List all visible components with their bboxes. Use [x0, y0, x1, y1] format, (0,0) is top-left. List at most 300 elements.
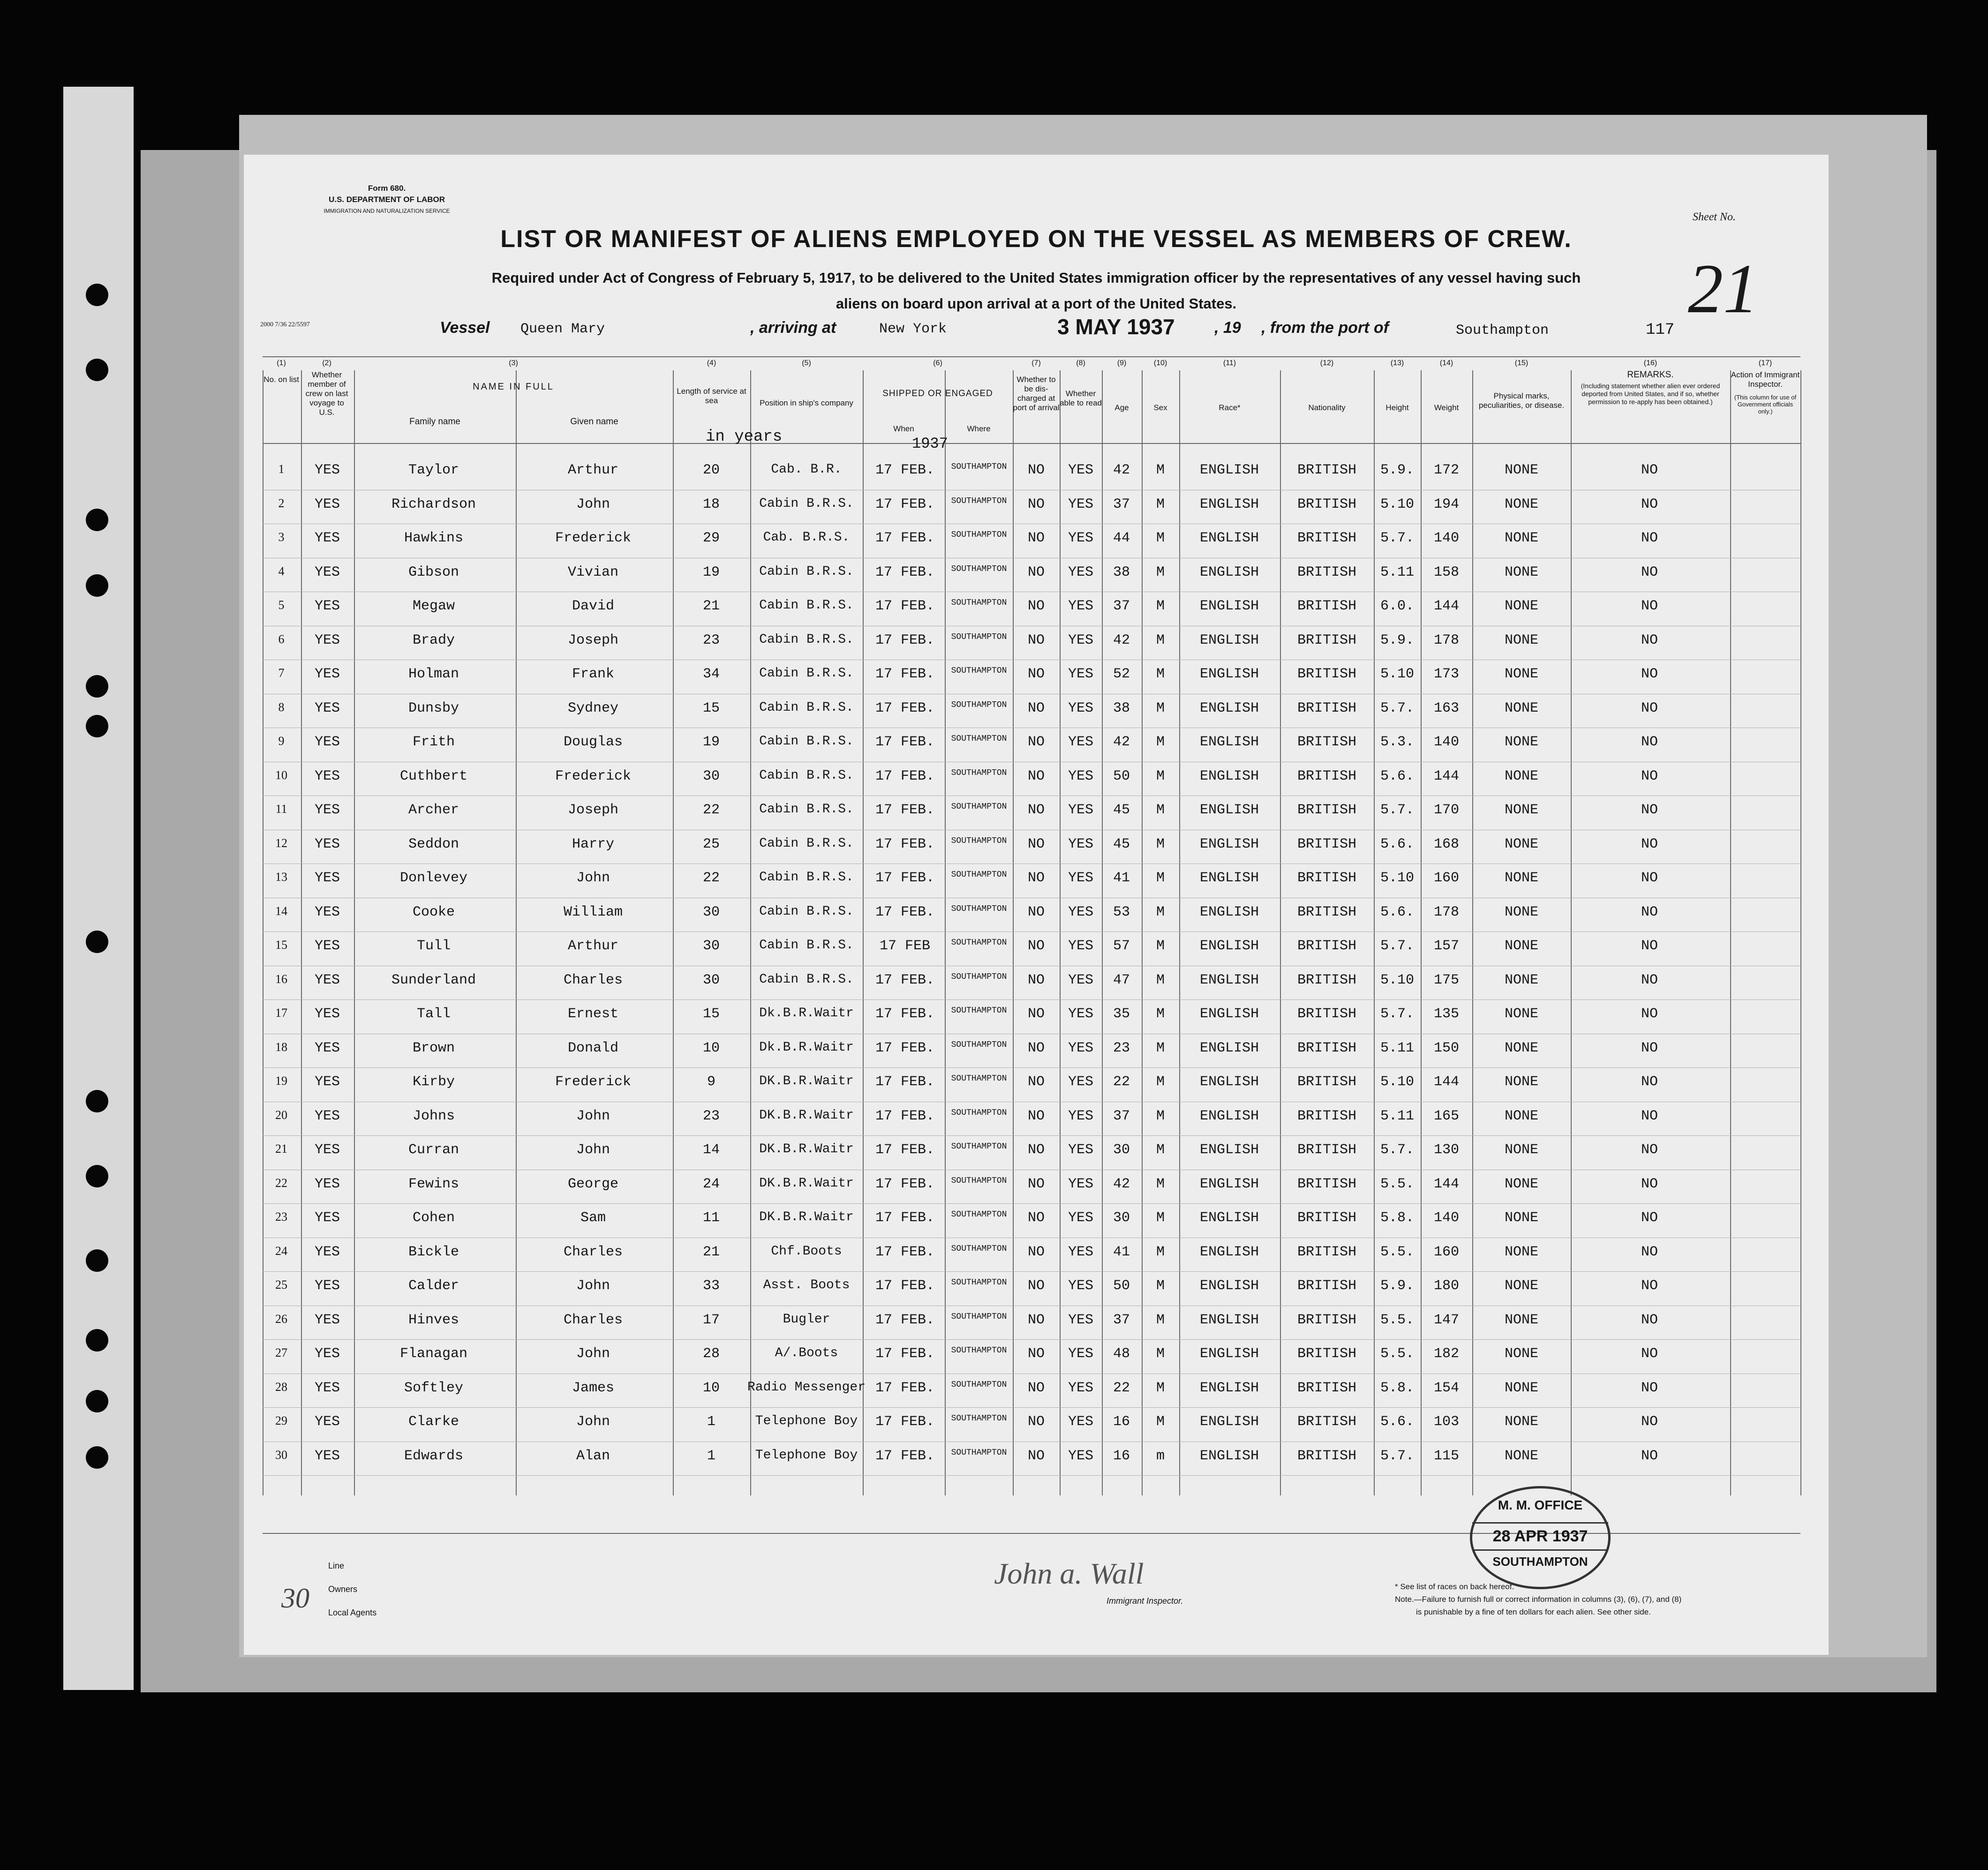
cell-discharged: NO — [1027, 1006, 1045, 1022]
cell-sex: M — [1156, 1176, 1165, 1192]
cell-remarks: NO — [1641, 1278, 1658, 1294]
cell-given-name: Frank — [572, 666, 615, 682]
footer-owners-label: Owners — [328, 1585, 358, 1594]
cell-age: 16 — [1113, 1448, 1130, 1464]
cell-family-name: Hawkins — [404, 530, 464, 546]
cell-nationality: BRITISH — [1297, 972, 1357, 988]
binder-strip — [63, 87, 134, 1690]
cell-height: 5.6. — [1380, 1414, 1415, 1430]
row-divider — [263, 931, 1800, 932]
cell-remarks: NO — [1641, 1244, 1658, 1260]
cell-height: 5.5. — [1380, 1244, 1415, 1260]
cell-row-number: 4 — [278, 564, 285, 578]
cell-height: 5.3. — [1380, 734, 1415, 750]
col-header-action: Action of Immigrant Inspector. — [1731, 370, 1800, 389]
cell-race: ENGLISH — [1199, 1074, 1259, 1090]
cell-crew-member: YES — [314, 870, 340, 886]
cell-able-to-read: YES — [1068, 1142, 1094, 1158]
binder-hole — [86, 931, 108, 953]
cell-service-years: 11 — [702, 1210, 720, 1226]
cell-height: 5.10 — [1380, 496, 1415, 512]
cell-height: 5.6. — [1380, 904, 1415, 920]
cell-discharged: NO — [1027, 530, 1045, 546]
cell-crew-member: YES — [314, 598, 340, 614]
cell-remarks: NO — [1641, 1380, 1658, 1396]
cell-service-years: 18 — [702, 496, 720, 512]
cell-nationality: BRITISH — [1297, 598, 1357, 614]
cell-remarks: NO — [1641, 1414, 1658, 1430]
cell-physical-marks: NONE — [1504, 666, 1539, 682]
form-header — [316, 183, 457, 217]
cell-family-name: Edwards — [404, 1448, 464, 1464]
cell-discharged: NO — [1027, 734, 1045, 750]
binder-hole — [86, 1090, 108, 1112]
cell-family-name: Johns — [412, 1108, 455, 1124]
cell-race: ENGLISH — [1199, 496, 1259, 512]
cell-shipped-when: 17 FEB. — [875, 1414, 935, 1430]
cell-age: 38 — [1113, 700, 1130, 716]
cell-discharged: NO — [1027, 496, 1045, 512]
cell-nationality: BRITISH — [1297, 1108, 1357, 1124]
cell-sex: M — [1156, 972, 1165, 988]
from-port-label: , from the port of — [1261, 319, 1389, 337]
cell-age: 50 — [1113, 1278, 1130, 1294]
cell-able-to-read: YES — [1068, 700, 1094, 716]
cell-weight: 144 — [1433, 768, 1460, 784]
cell-sex: M — [1156, 530, 1165, 546]
cell-remarks: NO — [1641, 1210, 1658, 1226]
cell-shipped-where: SOUTHAMPTON — [951, 1108, 1007, 1118]
cell-race: ENGLISH — [1199, 802, 1259, 818]
cell-physical-marks: NONE — [1504, 1380, 1539, 1396]
cell-shipped-where: SOUTHAMPTON — [951, 564, 1007, 574]
cell-discharged: NO — [1027, 870, 1045, 886]
cell-race: ENGLISH — [1199, 836, 1259, 852]
cell-physical-marks: NONE — [1504, 1074, 1539, 1090]
cell-service-years: 15 — [702, 700, 720, 716]
cell-sex: M — [1156, 1006, 1165, 1022]
cell-race: ENGLISH — [1199, 938, 1259, 954]
cell-position: DK.B.R.Waitr — [759, 1108, 854, 1123]
cell-height: 5.7. — [1380, 700, 1415, 716]
cell-weight: 158 — [1433, 564, 1460, 580]
binder-hole — [86, 1165, 108, 1187]
col-num-2: (2) — [322, 359, 331, 367]
cell-sex: M — [1156, 598, 1165, 614]
cell-row-number: 15 — [275, 938, 287, 952]
arrival-date-stamp: 3 MAY 1937 — [1057, 315, 1175, 339]
cell-weight: 147 — [1433, 1312, 1460, 1328]
cell-weight: 170 — [1433, 802, 1460, 818]
cell-position: Cabin B.R.S. — [759, 836, 854, 851]
cell-crew-member: YES — [314, 632, 340, 648]
cell-physical-marks: NONE — [1504, 802, 1539, 818]
cell-row-number: 22 — [275, 1176, 287, 1190]
cell-physical-marks: NONE — [1504, 1006, 1539, 1022]
cell-shipped-where: SOUTHAMPTON — [951, 836, 1007, 846]
cell-able-to-read: YES — [1068, 870, 1094, 886]
cell-row-number: 26 — [275, 1312, 287, 1326]
cell-crew-member: YES — [314, 1142, 340, 1158]
cell-physical-marks: NONE — [1504, 734, 1539, 750]
footer-agents-label: Local Agents — [328, 1608, 377, 1617]
cell-sex: M — [1156, 1346, 1165, 1362]
cell-shipped-when: 17 FEB. — [875, 836, 935, 852]
cell-discharged: NO — [1027, 1040, 1045, 1056]
cell-crew-member: YES — [314, 1414, 340, 1430]
cell-sex: M — [1156, 1142, 1165, 1158]
cell-age: 57 — [1113, 938, 1130, 954]
cell-able-to-read: YES — [1068, 1414, 1094, 1430]
cell-row-number: 24 — [275, 1244, 287, 1258]
cell-shipped-when: 17 FEB. — [875, 666, 935, 682]
cell-able-to-read: YES — [1068, 1278, 1094, 1294]
col-header-remarks: REMARKS. — [1627, 370, 1674, 380]
cell-race: ENGLISH — [1199, 1176, 1259, 1192]
cell-nationality: BRITISH — [1297, 700, 1357, 716]
cell-family-name: Kirby — [412, 1074, 455, 1090]
cell-service-years: 15 — [702, 1006, 720, 1022]
cell-sex: M — [1156, 904, 1165, 920]
cell-physical-marks: NONE — [1504, 530, 1539, 546]
col-num-3: (3) — [509, 359, 518, 367]
cell-given-name: Sydney — [567, 700, 619, 716]
cell-service-years: 24 — [702, 1176, 720, 1192]
col-num-16: (16) — [1643, 359, 1657, 367]
departure-port: Southampton — [1456, 323, 1549, 338]
cell-height: 5.7. — [1380, 1142, 1415, 1158]
cell-service-years: 30 — [702, 904, 720, 920]
cell-sex: M — [1156, 938, 1165, 954]
cell-sex: M — [1156, 870, 1165, 886]
cell-row-number: 19 — [275, 1074, 287, 1088]
cell-height: 5.6. — [1380, 836, 1415, 852]
cell-height: 5.10 — [1380, 666, 1415, 682]
cell-crew-member: YES — [314, 1108, 340, 1124]
cell-discharged: NO — [1027, 836, 1045, 852]
cell-row-number: 3 — [278, 530, 285, 544]
cell-physical-marks: NONE — [1504, 598, 1539, 614]
cell-nationality: BRITISH — [1297, 530, 1357, 546]
service-name: IMMIGRATION AND NATURALIZATION SERVICE — [324, 208, 450, 214]
cell-sex: M — [1156, 1278, 1165, 1294]
row-divider — [263, 1407, 1800, 1408]
cell-discharged: NO — [1027, 598, 1045, 614]
cell-remarks: NO — [1641, 938, 1658, 954]
cell-family-name: Holman — [408, 666, 459, 682]
binder-hole — [86, 284, 108, 306]
cell-given-name: John — [576, 1346, 610, 1362]
arriving-label: , arriving at — [750, 319, 836, 337]
cell-able-to-read: YES — [1068, 802, 1094, 818]
cell-able-to-read: YES — [1068, 734, 1094, 750]
cell-service-years: 22 — [702, 802, 720, 818]
cell-discharged: NO — [1027, 1244, 1045, 1260]
vessel-label: Vessel — [440, 319, 490, 337]
cell-family-name: Softley — [404, 1380, 464, 1396]
col-header-service: Length of service at sea — [677, 387, 746, 405]
cell-crew-member: YES — [314, 972, 340, 988]
cell-service-years: 25 — [702, 836, 720, 852]
cell-race: ENGLISH — [1199, 1346, 1259, 1362]
cell-row-number: 28 — [275, 1380, 287, 1394]
cell-remarks: NO — [1641, 632, 1658, 648]
col-num-17: (17) — [1758, 359, 1772, 367]
cell-weight: 165 — [1433, 1108, 1460, 1124]
cell-nationality: BRITISH — [1297, 1074, 1357, 1090]
cell-shipped-when: 17 FEB. — [875, 700, 935, 716]
column-divider — [1421, 370, 1422, 1495]
office-stamp — [1470, 1486, 1611, 1589]
cell-shipped-when: 17 FEB. — [875, 1312, 935, 1328]
cell-weight: 154 — [1433, 1380, 1460, 1396]
column-divider — [1800, 370, 1801, 1495]
cell-race: ENGLISH — [1199, 1448, 1259, 1464]
col-num-14: (14) — [1439, 359, 1453, 367]
cell-shipped-where: SOUTHAMPTON — [951, 904, 1007, 914]
col-header-height: Height — [1386, 403, 1409, 412]
stamp-top-text: M. M. OFFICE — [1498, 1498, 1583, 1512]
cell-service-years: 17 — [702, 1312, 720, 1328]
cell-height: 5.9. — [1380, 462, 1415, 478]
cell-sex: M — [1156, 496, 1165, 512]
cell-shipped-where: SOUTHAMPTON — [951, 1074, 1007, 1083]
cell-row-number: 23 — [275, 1210, 287, 1224]
cell-remarks: NO — [1641, 564, 1658, 580]
cell-shipped-where: SOUTHAMPTON — [951, 870, 1007, 879]
col-num-13: (13) — [1390, 359, 1404, 367]
cell-crew-member: YES — [314, 1312, 340, 1328]
cell-sex: M — [1156, 768, 1165, 784]
cell-row-number: 17 — [275, 1006, 287, 1020]
cell-crew-member: YES — [314, 530, 340, 546]
cell-age: 37 — [1113, 496, 1130, 512]
cell-crew-member: YES — [314, 700, 340, 716]
col-header-crew: Whether member of crew on last voyage to U.S. — [305, 370, 348, 417]
row-divider — [263, 1475, 1800, 1476]
cell-age: 42 — [1113, 1176, 1130, 1192]
cell-shipped-where: SOUTHAMPTON — [951, 734, 1007, 743]
cell-nationality: BRITISH — [1297, 1040, 1357, 1056]
cell-family-name: Curran — [408, 1142, 459, 1158]
cell-age: 45 — [1113, 836, 1130, 852]
column-divider — [1472, 370, 1473, 1495]
manifest-title: LIST OR MANIFEST OF ALIENS EMPLOYED ON THE VESSEL AS MEMBERS OF CREW. — [500, 225, 1572, 253]
col-num-12: (12) — [1320, 359, 1334, 367]
cell-discharged: NO — [1027, 1380, 1045, 1396]
cell-row-number: 5 — [278, 598, 285, 612]
row-divider — [263, 999, 1800, 1000]
col-num-5: (5) — [802, 359, 811, 367]
column-divider — [863, 370, 864, 1495]
cell-nationality: BRITISH — [1297, 734, 1357, 750]
table-header-border — [263, 443, 1800, 444]
cell-physical-marks: NONE — [1504, 768, 1539, 784]
cell-weight: 150 — [1433, 1040, 1460, 1056]
cell-age: 47 — [1113, 972, 1130, 988]
cell-shipped-where: SOUTHAMPTON — [951, 666, 1007, 676]
cell-position: Cabin B.R.S. — [759, 496, 854, 511]
cell-remarks: NO — [1641, 1142, 1658, 1158]
cell-service-years: 14 — [702, 1142, 720, 1158]
cell-able-to-read: YES — [1068, 632, 1094, 648]
cell-age: 16 — [1113, 1414, 1130, 1430]
cell-race: ENGLISH — [1199, 700, 1259, 716]
cell-weight: 103 — [1433, 1414, 1460, 1430]
cell-height: 5.9. — [1380, 1278, 1415, 1294]
binder-hole — [86, 715, 108, 737]
binder-hole — [86, 1329, 108, 1352]
col-header-in-years: in years — [706, 428, 783, 446]
cell-given-name: Harry — [572, 836, 615, 852]
cell-given-name: Alan — [576, 1448, 610, 1464]
cell-age: 52 — [1113, 666, 1130, 682]
sheet-number-label: Sheet No. — [1693, 211, 1736, 223]
cell-nationality: BRITISH — [1297, 1448, 1357, 1464]
cell-physical-marks: NONE — [1504, 1108, 1539, 1124]
cell-shipped-when: 17 FEB. — [875, 530, 935, 546]
cell-weight: 160 — [1433, 1244, 1460, 1260]
cell-shipped-when: 17 FEB. — [875, 632, 935, 648]
cell-position: A/.Boots — [775, 1346, 838, 1360]
cell-height: 5.7. — [1380, 1006, 1415, 1022]
col-header-age: Age — [1114, 403, 1129, 412]
cell-nationality: BRITISH — [1297, 1244, 1357, 1260]
cell-remarks: NO — [1641, 496, 1658, 512]
col-header-when: When — [893, 424, 914, 433]
cell-able-to-read: YES — [1068, 1176, 1094, 1192]
cell-row-number: 16 — [275, 972, 287, 986]
column-divider — [1060, 370, 1061, 1495]
cell-physical-marks: NONE — [1504, 972, 1539, 988]
cell-nationality: BRITISH — [1297, 632, 1357, 648]
row-divider — [263, 1203, 1800, 1204]
cell-position: Cabin B.R.S. — [759, 802, 854, 817]
cell-family-name: Cohen — [412, 1210, 455, 1226]
cell-shipped-where: SOUTHAMPTON — [951, 1346, 1007, 1355]
cell-service-years: 33 — [702, 1278, 720, 1294]
cell-shipped-where: SOUTHAMPTON — [951, 1448, 1007, 1457]
cell-service-years: 19 — [702, 734, 720, 750]
cell-age: 22 — [1113, 1074, 1130, 1090]
cell-remarks: NO — [1641, 1448, 1658, 1464]
cell-age: 41 — [1113, 1244, 1130, 1260]
cell-crew-member: YES — [314, 1244, 340, 1260]
cell-height: 5.11 — [1380, 1040, 1415, 1056]
cell-remarks: NO — [1641, 1040, 1658, 1056]
cell-family-name: Brady — [412, 632, 455, 648]
cell-position: Cabin B.R.S. — [759, 904, 854, 919]
cell-height: 5.6. — [1380, 768, 1415, 784]
cell-shipped-when: 17 FEB. — [875, 1074, 935, 1090]
cell-given-name: Douglas — [563, 734, 623, 750]
cell-height: 5.10 — [1380, 972, 1415, 988]
cell-shipped-where: SOUTHAMPTON — [951, 1244, 1007, 1254]
col-header-no: No. on list — [264, 375, 299, 384]
cell-row-number: 20 — [275, 1108, 287, 1122]
cell-given-name: James — [572, 1380, 615, 1396]
cell-shipped-when: 17 FEB. — [875, 768, 935, 784]
cell-height: 5.8. — [1380, 1380, 1415, 1396]
cell-given-name: Frederick — [555, 1074, 632, 1090]
cell-given-name: John — [576, 1108, 610, 1124]
cell-age: 30 — [1113, 1142, 1130, 1158]
cell-age: 37 — [1113, 1312, 1130, 1328]
cell-sex: M — [1156, 1210, 1165, 1226]
cell-physical-marks: NONE — [1504, 1142, 1539, 1158]
cell-weight: 140 — [1433, 1210, 1460, 1226]
form-number: Form 680. — [368, 184, 406, 193]
cell-height: 5.7. — [1380, 1448, 1415, 1464]
cell-position: Radio Messenger — [747, 1380, 866, 1395]
cell-remarks: NO — [1641, 598, 1658, 614]
cell-crew-member: YES — [314, 1346, 340, 1362]
cell-age: 48 — [1113, 1346, 1130, 1362]
cell-shipped-where: SOUTHAMPTON — [951, 462, 1007, 472]
cell-height: 5.10 — [1380, 1074, 1415, 1090]
cell-service-years: 28 — [702, 1346, 720, 1362]
inspector-signature: John a. Wall — [994, 1557, 1144, 1590]
cell-age: 53 — [1113, 904, 1130, 920]
cell-able-to-read: YES — [1068, 1448, 1094, 1464]
cell-discharged: NO — [1027, 1142, 1045, 1158]
cell-age: 44 — [1113, 530, 1130, 546]
cell-given-name: John — [576, 496, 610, 512]
cell-row-number: 1 — [278, 462, 285, 476]
cell-family-name: Calder — [408, 1278, 459, 1294]
cell-shipped-when: 17 FEB. — [875, 1244, 935, 1260]
footer-note-failure: Note.—Failure to furnish full or correct information in columns (3), (6), (7), and (8) — [1395, 1595, 1682, 1604]
cell-height: 5.11 — [1380, 1108, 1415, 1124]
cell-age: 22 — [1113, 1380, 1130, 1396]
cell-physical-marks: NONE — [1504, 836, 1539, 852]
column-divider — [945, 370, 946, 1495]
cell-shipped-when: 17 FEB. — [875, 1210, 935, 1226]
footer-note-races: * See list of races on back hereof. — [1395, 1582, 1514, 1591]
cell-age: 38 — [1113, 564, 1130, 580]
cell-family-name: Megaw — [412, 598, 455, 614]
cell-nationality: BRITISH — [1297, 1142, 1357, 1158]
cell-able-to-read: YES — [1068, 1040, 1094, 1056]
cell-race: ENGLISH — [1199, 666, 1259, 682]
col-header-sex: Sex — [1153, 403, 1167, 412]
col-num-11: (11) — [1223, 359, 1236, 367]
cell-service-years: 34 — [702, 666, 720, 682]
cell-service-years: 9 — [707, 1074, 716, 1090]
stamp-bottom-text: SOUTHAMPTON — [1492, 1555, 1588, 1569]
cell-crew-member: YES — [314, 1380, 340, 1396]
cell-remarks: NO — [1641, 1108, 1658, 1124]
cell-row-number: 10 — [275, 768, 287, 782]
cell-weight: 173 — [1433, 666, 1460, 682]
cell-position: DK.B.R.Waitr — [759, 1074, 854, 1089]
col-header-position: Position in ship's company — [760, 398, 853, 407]
cell-shipped-when: 17 FEB. — [875, 904, 935, 920]
col-header-discharged: Whether to be dis-charged at port of arrival — [1013, 375, 1060, 412]
cell-age: 42 — [1113, 734, 1130, 750]
cell-remarks: NO — [1641, 462, 1658, 478]
cell-row-number: 25 — [275, 1278, 287, 1292]
cell-service-years: 23 — [702, 1108, 720, 1124]
cell-age: 41 — [1113, 870, 1130, 886]
cell-sex: M — [1156, 564, 1165, 580]
cell-height: 5.7. — [1380, 530, 1415, 546]
column-divider — [263, 370, 264, 1495]
cell-given-name: Frederick — [555, 768, 632, 784]
cell-physical-marks: NONE — [1504, 938, 1539, 954]
cell-given-name: William — [563, 904, 623, 920]
cell-physical-marks: NONE — [1504, 564, 1539, 580]
